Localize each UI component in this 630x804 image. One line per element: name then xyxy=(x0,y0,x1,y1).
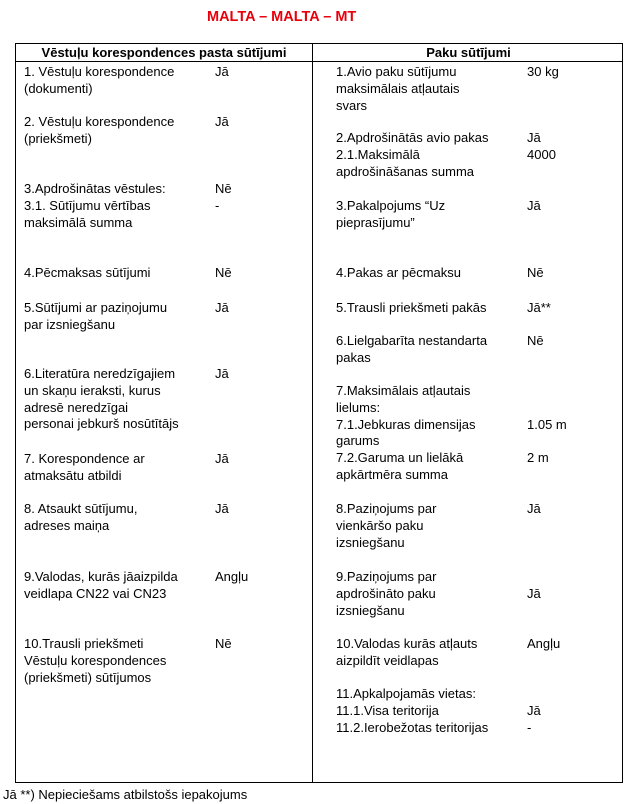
right-row-value: Jā 4000 xyxy=(527,130,556,162)
right-row-value: Jā xyxy=(527,198,541,213)
right-row-value: Angļu xyxy=(527,636,561,651)
footnote: Jā **) Nepieciešams atbilstošs iepakojums xyxy=(3,787,248,802)
left-row-label: 3.Apdrošinātas vēstules: 3.1. Sūtījumu vērtības maksimālā summa xyxy=(24,181,166,230)
page-title: MALTA – MALTA – MT xyxy=(207,9,357,25)
left-row-value: Jā xyxy=(215,366,229,381)
right-row-label: 11.Apkalpojamās vietas: 11.1.Visa teritorija 11.2.Ierobežotas teritorijas xyxy=(336,686,489,735)
right-row-value: Nē xyxy=(527,265,544,280)
right-row-value: 30 kg xyxy=(527,64,559,79)
left-row-label: 9.Valodas, kurās jāaizpilda veidlapa CN22 vai CN23 xyxy=(24,569,178,601)
left-row-value: Angļu xyxy=(215,569,249,584)
right-row-value: Jā** xyxy=(527,300,551,315)
right-row-value: 1.05 m 2 m xyxy=(527,416,567,466)
left-row-label: 8. Atsaukt sūtījumu, adreses maiņa xyxy=(24,501,138,533)
left-row-label: 2. Vēstuļu korespondence (priekšmeti) xyxy=(24,114,175,146)
right-row-label: 5.Trausli priekšmeti pakās xyxy=(336,300,487,315)
left-row-value: Jā xyxy=(215,501,229,516)
left-row-value: Jā xyxy=(215,64,229,79)
right-row-label: 7.Maksimālais atļautais lielums: 7.1.Jebkuras dimensijas garums 7.2.Garuma un lielākā apkārtmēra summa xyxy=(336,383,476,482)
left-row-label: 5.Sūtījumi ar paziņojumu par izsniegšanu xyxy=(24,300,168,332)
services-table xyxy=(15,43,623,783)
left-row-value: Jā xyxy=(215,114,229,129)
left-row-value: Jā xyxy=(215,451,229,466)
left-row-value: Nē xyxy=(215,636,232,651)
right-row-value: Jā - xyxy=(527,702,541,735)
left-right-divider xyxy=(312,44,313,782)
left-row-label: 7. Korespondence ar atmaksātu atbildi xyxy=(24,451,145,483)
left-row-value: Jā xyxy=(215,300,229,315)
right-row-label: 8.Paziņojums par vienkāršo paku izsniegšanu xyxy=(336,501,437,550)
header-divider xyxy=(16,61,622,62)
right-row-label: 4.Pakas ar pēcmaksu xyxy=(336,265,462,280)
right-row-label: 10.Valodas kurās atļauts aizpildīt veidlapas xyxy=(336,636,478,668)
right-row-value: Nē xyxy=(527,333,544,348)
left-row-value: Nē - xyxy=(215,181,232,213)
left-row-value: Nē xyxy=(215,265,232,280)
left-row-label: 6.Literatūra neredzīgajiem un skaņu ieraksti, kurus adresē neredzīgai personai jebkurš nosūtītājs xyxy=(24,366,179,432)
right-row-value: Jā xyxy=(527,585,541,601)
right-row-label: 2.Apdrošinātās avio pakas 2.1.Maksimālā apdrošināšanas summa xyxy=(336,130,489,179)
right-row-label: 6.Lielgabarīta nestandarta pakas xyxy=(336,333,488,365)
left-row-label: 1. Vēstuļu korespondence (dokumenti) xyxy=(24,64,175,96)
right-row-label: 9.Paziņojums par apdrošināto paku izsniegšanu xyxy=(336,569,437,618)
right-row-label: 3.Pakalpojums “Uz pieprasījumu” xyxy=(336,198,446,230)
right-row-value: Jā xyxy=(527,501,541,516)
left-row-label: 4.Pēcmaksas sūtījumi xyxy=(24,265,151,280)
letter-mail-header: Vēstuļu korespondences pasta sūtījumi xyxy=(41,45,287,60)
left-row-label: 10.Trausli priekšmeti Vēstuļu korespondences (priekšmeti) sūtījumos xyxy=(24,636,167,685)
parcels-header: Paku sūtījumi xyxy=(426,45,511,60)
right-row-label: 1.Avio paku sūtījumu maksimālais atļautais svars xyxy=(336,64,460,113)
